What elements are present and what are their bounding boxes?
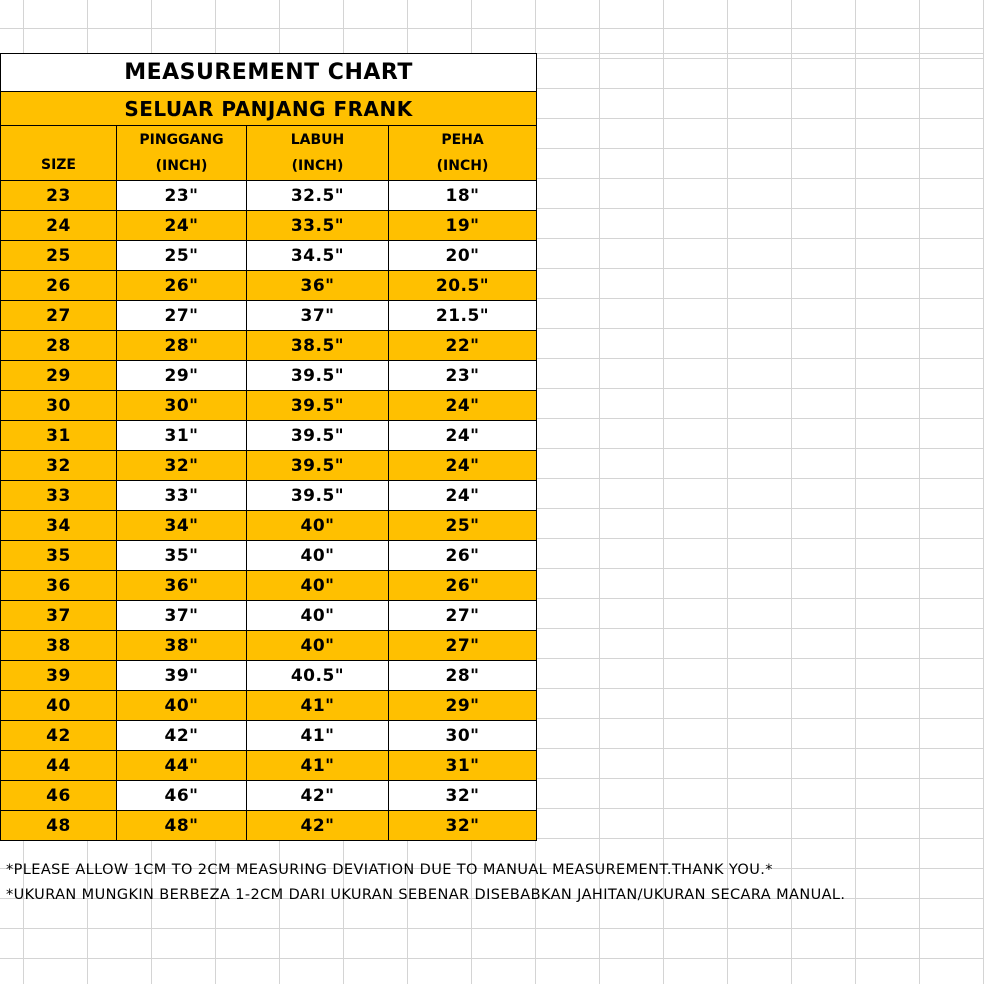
length-cell: 36" [247, 271, 389, 301]
length-cell: 41" [247, 721, 389, 751]
header-thigh-label: PEHA [441, 132, 484, 148]
table-row [1, 751, 537, 781]
size-cell: 23 [1, 181, 117, 211]
table-row [1, 661, 537, 691]
size-cell: 30 [1, 391, 117, 421]
length-cell: 34.5" [247, 241, 389, 271]
header-size [1, 126, 117, 181]
waist-cell: 38" [117, 631, 247, 661]
length-cell: 39.5" [247, 421, 389, 451]
waist-cell: 31" [117, 421, 247, 451]
size-cell: 42 [1, 721, 117, 751]
table-row [1, 391, 537, 421]
thigh-cell: 31" [389, 751, 537, 781]
waist-cell: 36" [117, 571, 247, 601]
length-cell: 39.5" [247, 391, 389, 421]
thigh-cell: 24" [389, 391, 537, 421]
table-row [1, 781, 537, 811]
table-row [1, 301, 537, 331]
size-cell: 25 [1, 241, 117, 271]
waist-cell: 32" [117, 451, 247, 481]
thigh-cell: 20" [389, 241, 537, 271]
table-row [1, 331, 537, 361]
length-cell: 40" [247, 511, 389, 541]
length-cell: 39.5" [247, 451, 389, 481]
size-cell: 28 [1, 331, 117, 361]
length-cell: 40" [247, 631, 389, 661]
header-length-label: LABUH [290, 132, 345, 148]
thigh-cell: 29" [389, 691, 537, 721]
size-cell: 24 [1, 211, 117, 241]
chart-title: MEASUREMENT CHART [1, 54, 537, 92]
table-row [1, 601, 537, 631]
table-row [1, 721, 537, 751]
header-waist-label: PINGGANG [139, 132, 224, 148]
note-deviation-malay: *UKURAN MUNGKIN BERBEZA 1-2CM DARI UKURAN SEBENAR DISEBABKAN JAHITAN/UKURAN SECARA MANUAL. [6, 887, 846, 903]
table-row [1, 181, 537, 211]
table-row [1, 241, 537, 271]
header-size-label: SIZE [40, 157, 76, 173]
size-cell: 46 [1, 781, 117, 811]
size-cell: 32 [1, 451, 117, 481]
waist-cell: 39" [117, 661, 247, 691]
size-cell: 40 [1, 691, 117, 721]
length-cell: 39.5" [247, 361, 389, 391]
waist-cell: 42" [117, 721, 247, 751]
size-cell: 27 [1, 301, 117, 331]
length-cell: 33.5" [247, 211, 389, 241]
thigh-cell: 27" [389, 601, 537, 631]
thigh-cell: 18" [389, 181, 537, 211]
length-cell: 32.5" [247, 181, 389, 211]
waist-cell: 48" [117, 811, 247, 841]
table-row [1, 451, 537, 481]
waist-cell: 27" [117, 301, 247, 331]
waist-cell: 28" [117, 331, 247, 361]
header-waist [117, 126, 247, 181]
header-row [1, 126, 537, 181]
length-cell: 40.5" [247, 661, 389, 691]
thigh-cell: 32" [389, 781, 537, 811]
table-row [1, 811, 537, 841]
note-deviation-english: *PLEASE ALLOW 1CM TO 2CM MEASURING DEVIATION DUE TO MANUAL MEASUREMENT.THANK YOU.* [6, 862, 773, 878]
size-cell: 31 [1, 421, 117, 451]
thigh-cell: 22" [389, 331, 537, 361]
table-row [1, 361, 537, 391]
table-row [1, 211, 537, 241]
thigh-cell: 20.5" [389, 271, 537, 301]
thigh-cell: 23" [389, 361, 537, 391]
thigh-cell: 24" [389, 451, 537, 481]
header-length-unit: (INCH) [291, 158, 344, 174]
size-cell: 35 [1, 541, 117, 571]
thigh-cell: 27" [389, 631, 537, 661]
table-row [1, 511, 537, 541]
thigh-cell: 19" [389, 211, 537, 241]
size-cell: 38 [1, 631, 117, 661]
chart-subtitle: SELUAR PANJANG FRANK [1, 92, 537, 126]
length-cell: 40" [247, 571, 389, 601]
waist-cell: 33" [117, 481, 247, 511]
table-row [1, 271, 537, 301]
thigh-cell: 25" [389, 511, 537, 541]
length-cell: 37" [247, 301, 389, 331]
waist-cell: 30" [117, 391, 247, 421]
length-cell: 39.5" [247, 481, 389, 511]
waist-cell: 23" [117, 181, 247, 211]
length-cell: 41" [247, 751, 389, 781]
size-cell: 36 [1, 571, 117, 601]
header-thigh-unit: (INCH) [436, 158, 489, 174]
thigh-cell: 26" [389, 571, 537, 601]
size-cell: 33 [1, 481, 117, 511]
size-cell: 34 [1, 511, 117, 541]
waist-cell: 29" [117, 361, 247, 391]
waist-cell: 35" [117, 541, 247, 571]
header-thigh [389, 126, 537, 181]
waist-cell: 34" [117, 511, 247, 541]
thigh-cell: 21.5" [389, 301, 537, 331]
length-cell: 42" [247, 781, 389, 811]
table-row [1, 481, 537, 511]
header-waist-unit: (INCH) [155, 158, 208, 174]
waist-cell: 24" [117, 211, 247, 241]
table-row [1, 541, 537, 571]
size-cell: 29 [1, 361, 117, 391]
waist-cell: 25" [117, 241, 247, 271]
measurement-chart-table [0, 53, 537, 841]
table-row [1, 571, 537, 601]
waist-cell: 40" [117, 691, 247, 721]
table-row [1, 691, 537, 721]
waist-cell: 46" [117, 781, 247, 811]
waist-cell: 37" [117, 601, 247, 631]
table-row [1, 631, 537, 661]
thigh-cell: 32" [389, 811, 537, 841]
length-cell: 40" [247, 601, 389, 631]
thigh-cell: 24" [389, 421, 537, 451]
header-length [247, 126, 389, 181]
thigh-cell: 26" [389, 541, 537, 571]
size-cell: 48 [1, 811, 117, 841]
size-cell: 26 [1, 271, 117, 301]
length-cell: 38.5" [247, 331, 389, 361]
size-cell: 44 [1, 751, 117, 781]
size-cell: 37 [1, 601, 117, 631]
thigh-cell: 30" [389, 721, 537, 751]
length-cell: 42" [247, 811, 389, 841]
table-row [1, 421, 537, 451]
waist-cell: 26" [117, 271, 247, 301]
thigh-cell: 28" [389, 661, 537, 691]
length-cell: 40" [247, 541, 389, 571]
length-cell: 41" [247, 691, 389, 721]
size-cell: 39 [1, 661, 117, 691]
thigh-cell: 24" [389, 481, 537, 511]
waist-cell: 44" [117, 751, 247, 781]
